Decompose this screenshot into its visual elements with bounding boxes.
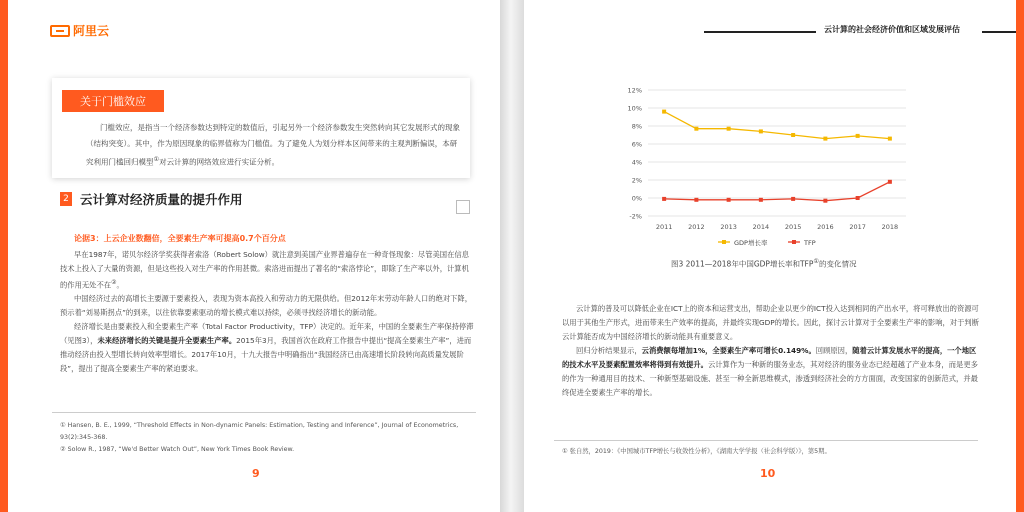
left-page: [8, 0, 508, 512]
data-point: [856, 134, 860, 138]
data-point: [823, 199, 827, 203]
text-span: 早在1987年，诺贝尔经济学奖获得者索洛（Robert Solow）就注意到美国产业界普遍存在一种奇怪现象：尽管美国在信息技术上投入了大量的资源，但是这些投入对生产率的作用甚微。索洛进而提出了著名的“索洛悖论”，即除了生产率以外，计算机的作用无处不在: [60, 250, 469, 290]
bold-text: 云消费额每增加1%，全要素生产率可增长0.149%。: [641, 346, 816, 355]
data-point: [727, 127, 731, 131]
paragraph: [60, 248, 476, 292]
legend-label: TFP: [804, 239, 816, 247]
aliyun-logo: [50, 22, 109, 39]
y-tick-label: 10%: [627, 104, 642, 113]
data-point: [888, 137, 892, 141]
data-point: [662, 197, 666, 201]
y-tick-label: 2%: [631, 176, 642, 185]
box-text-part: 门槛效应，是指当一个经济参数达到特定的数值后，引起另外一个经济参数发生突然转向其它发展形式的现象（结构突变）。其中，作为原因现象的临界值称为门槛值。为了避免人为划分样本区间带来的主观判断偏误，本研究利用门槛回归模型: [86, 123, 460, 167]
data-point: [888, 180, 892, 184]
logo-text: 阿里云: [73, 24, 110, 38]
x-tick-label: 2015: [784, 223, 802, 231]
caption-sup: ①: [813, 258, 819, 265]
right-page: [516, 0, 1016, 512]
footnote-1: ① 张自然，2019：《中国城市TFP增长与收敛性分析》，《湖南大学学报（社会科学版）》，第5期。: [562, 448, 831, 455]
data-point: [662, 110, 666, 114]
section-title: 云计算对经济质量的提升作用: [80, 192, 243, 207]
caption-text: 的变化情况: [818, 259, 857, 269]
y-tick-label: 0%: [631, 194, 642, 203]
right-body-text: [562, 302, 980, 400]
data-point: [694, 198, 698, 202]
caption-text: 图3 2011—2018年中国GDP增长率和TFP: [671, 259, 814, 269]
footnote-2: ② Solow R., 1987, “We'd Better Watch Out”, New York Times Book Review.: [60, 446, 295, 453]
aliyun-logo-icon: [50, 25, 70, 37]
footnote-rule: [52, 412, 476, 413]
threshold-effect-box: [52, 78, 470, 178]
footnote-1: ① Hansen, B. E., 1999, “Threshold Effects in Non-dynamic Panels: Estimation, Testing and Inference”, Journal of Econometrics, 93(2):345-368.: [60, 422, 459, 441]
box-sup: ①: [153, 156, 160, 163]
text-span: 。: [116, 280, 124, 290]
gdp-tfp-line-chart: [616, 82, 916, 252]
section-heading: [60, 190, 243, 208]
x-tick-label: 2012: [688, 223, 705, 231]
data-point: [694, 127, 698, 131]
legend-marker: [722, 240, 726, 244]
text-span: 云计算作为一种新的服务业态，其对经济的服务业态已经超越了产业本身，而是更多的作为一种通用目的技术、一种新型基础设施、甚至一种全新思维模式，渗透到经济社会的方方面面，改变国家的创新范式，并最终促进全要素生产率的增长。: [562, 360, 978, 397]
data-point: [727, 198, 731, 202]
x-tick-label: 2018: [881, 223, 899, 231]
x-tick-label: 2011: [655, 223, 673, 231]
x-tick-label: 2017: [849, 223, 866, 231]
page-number: 9: [252, 467, 260, 480]
footnote-ref: ②: [111, 279, 117, 286]
x-tick-label: 2014: [752, 223, 770, 231]
x-tick-label: 2013: [720, 223, 737, 231]
figure-caption: [671, 258, 856, 270]
book-spine: [500, 0, 524, 512]
data-point: [856, 196, 860, 200]
qr-code-icon: [456, 200, 470, 214]
text-span: 回顾原因，: [815, 346, 853, 355]
data-point: [791, 197, 795, 201]
text-span: 经济增长是由要素投入和全要素生产率（Total Factor Productivity，TFP）决定的。近年来，中国的全要素生产率保持停滞（见图3），: [60, 322, 474, 346]
y-tick-label: -2%: [629, 212, 642, 221]
running-head-text: 云计算的社会经济价值和区域发展评估: [824, 25, 960, 34]
running-head: [704, 24, 1016, 38]
data-point: [759, 129, 763, 133]
section-number: 2: [60, 192, 72, 206]
x-tick-label: 2016: [817, 223, 834, 231]
text-span: 2015年3月，我国首次在政府工作报告中提出“提高全要素生产率”，进而推动经济由投入型增长转向效率型增长。2017年10月，十九大报告中明确指出“我国经济已由高速增长阶段转向高质量发展阶段”，提出了提高全要素生产率的紧迫要求。: [60, 336, 472, 374]
legend-marker: [792, 240, 796, 244]
bold-text: 随着云计算发展水平的提高，一个地区的技术水平及要素配置效率将得到有效提升。: [562, 346, 977, 369]
running-head-rule: [982, 31, 1016, 33]
data-point: [823, 137, 827, 141]
box-text: [86, 120, 462, 171]
paragraph: [562, 344, 980, 400]
left-edge-bar: [0, 0, 8, 512]
y-tick-label: 4%: [631, 158, 642, 167]
box-tab: 关于门槛效应: [62, 90, 164, 112]
text-span: 回归分析结果显示，: [576, 346, 642, 355]
left-body-text: [60, 248, 476, 376]
y-tick-label: 12%: [627, 86, 642, 95]
paragraph: 云计算的普及可以降低企业在ICT上的资本和运营支出，帮助企业以更少的ICT投入达到相同的产出水平，将可释放出的资源可以用于其他生产形式，进而带来生产效率的提高，并最终实现GDP的增长。因此，探讨云计算对于全要素生产率的影响，对于判断云计算能否成为中国经济增长的新动能具有重要意义。: [562, 304, 979, 341]
paragraph: [60, 320, 476, 376]
legend-label: GDP增长率: [734, 239, 768, 247]
running-head-rule: [704, 31, 816, 33]
right-edge-bar: [1016, 0, 1024, 512]
bold-text: 未来经济增长的关键是提升全要素生产率。: [97, 336, 237, 346]
argument-heading: 论据3：上云企业数翻倍，全要素生产率可提高0.7个百分点: [74, 234, 286, 243]
data-point: [759, 198, 763, 202]
page-number: 10: [760, 467, 776, 480]
box-text-part: 对云计算的网络效应进行实证分析。: [159, 157, 280, 167]
paragraph: 中国经济过去的高增长主要源于要素投入，表现为资本高投入和劳动力的无限供给。但2012年末劳动年龄人口的绝对下降，预示着“刘易斯拐点”的到来，以往依靠要素驱动的增长模式难以持续，必须寻找经济增长的新动能。: [60, 294, 473, 318]
y-tick-label: 6%: [631, 140, 642, 149]
y-tick-label: 8%: [631, 122, 642, 131]
footnote-rule: [554, 440, 978, 441]
data-point: [791, 133, 795, 137]
